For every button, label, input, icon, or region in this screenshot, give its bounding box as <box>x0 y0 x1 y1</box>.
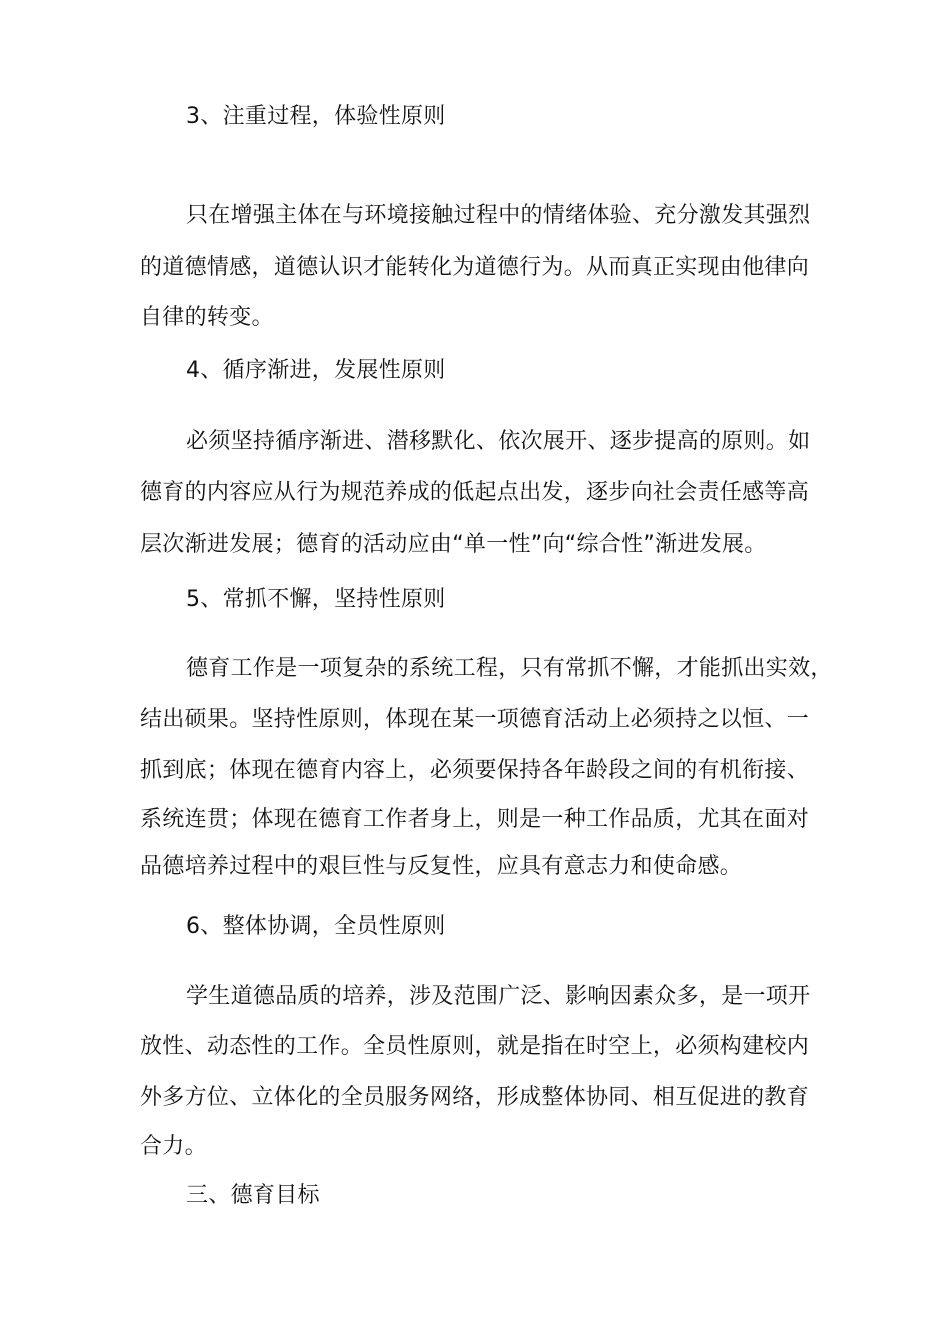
paragraph-line: 德育的内容应从行为规范养成的低起点出发，逐步向社会责任感等高 <box>140 480 810 505</box>
paragraph-line: 抓到底；体现在德育内容上，必须要保持各年龄段之间的有机衔接、 <box>140 758 810 783</box>
paragraph-line: 品德培养过程中的艰巨性与反复性，应具有意志力和使命感。 <box>140 854 743 879</box>
section-heading-5: 5、常抓不懈，坚持性原则 <box>186 587 446 612</box>
paragraph-line: 自律的转变。 <box>140 305 274 330</box>
section-heading-6: 6、整体协调，全员性原则 <box>186 914 446 939</box>
section-heading-4: 4、循序渐进，发展性原则 <box>186 358 446 383</box>
paragraph-line: 只在增强主体在与环境接触过程中的情绪体验、充分激发其强烈 <box>186 203 811 228</box>
paragraph-line: 放性、动态性的工作。全员性原则，就是指在时空上，必须构建校内 <box>140 1034 810 1059</box>
paragraph-line: 学生道德品质的培养，涉及范围广泛、影响因素众多，是一项开 <box>186 984 811 1009</box>
paragraph-line: 系统连贯；体现在德育工作者身上，则是一种工作品质，尤其在面对 <box>140 807 810 832</box>
paragraph-line: 德育工作是一项复杂的系统工程，只有常抓不懈，才能抓出实效， <box>186 656 833 681</box>
paragraph-line: 必须坚持循序渐进、潜移默化、依次展开、逐步提高的原则。如 <box>186 429 811 454</box>
section-heading-3: 3、注重过程，体验性原则 <box>186 104 446 129</box>
paragraph-line: 结出硕果。坚持性原则，体现在某一项德育活动上必须持之以恒、一 <box>140 707 810 732</box>
paragraph-line: 层次渐进发展；德育的活动应由“单一性”向“综合性”渐进发展。 <box>140 532 767 557</box>
paragraph-line: 外多方位、立体化的全员服务网络，形成整体协同、相互促进的教育 <box>140 1085 810 1110</box>
chapter-heading-3: 三、德育目标 <box>186 1183 320 1208</box>
paragraph-line: 的道德情感，道德认识才能转化为道德行为。从而真正实现由他律向 <box>140 255 810 280</box>
paragraph-line: 合力。 <box>140 1134 207 1159</box>
